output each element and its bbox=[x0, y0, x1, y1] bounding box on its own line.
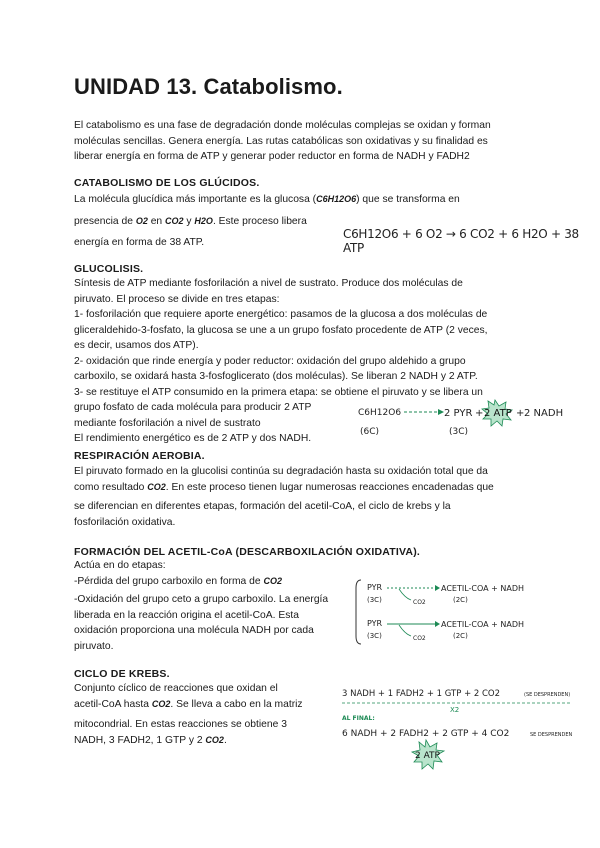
glucolisis-line: gliceraldehido-3-fosfato, la glucosa se une a un grupo fosfato procedente de ATP (2 veces, bbox=[74, 324, 488, 336]
co2-label: CO2 bbox=[413, 635, 426, 642]
glucolisis-line: 1- fosforilación que requiere aporte energético: pasamos de la glucosa a dos moléculas de bbox=[74, 309, 488, 320]
acetil-product-carbons: (2C) bbox=[453, 596, 468, 604]
intro-line: El catabolismo es una fase de degradación donde moléculas complejas se oxidan y forman bbox=[74, 120, 491, 131]
h2o-formula: H2O bbox=[194, 215, 213, 226]
krebs-equation-1: 3 NADH + 1 FADH2 + 1 GTP + 2 CO2 bbox=[342, 689, 501, 699]
page-title: UNIDAD 13. Catabolismo. bbox=[74, 74, 343, 99]
acetil-line: piruvato. bbox=[74, 640, 114, 652]
glucolisis-line: carboxilo, se oxidará hasta 3-fosfoglicerato (dos moléculas). Se liberan 2 NADH y 2 ATP. bbox=[74, 371, 478, 382]
acetil-product: ACETIL-COA + NADH bbox=[441, 620, 525, 629]
acetil-product: ACETIL-COA + NADH bbox=[441, 584, 525, 593]
glucolisis-substrate-carbons: (6C) bbox=[360, 427, 380, 437]
text-span: . bbox=[223, 734, 227, 746]
krebs-equation-1-note: (SE DESPRENDEN) bbox=[524, 692, 571, 698]
text-span: . Este proceso libera bbox=[212, 215, 307, 227]
glucolisis-product-carbons: (3C) bbox=[449, 427, 469, 437]
glucolisis-line: piruvato. El proceso se divide en tres etapas: bbox=[74, 293, 280, 305]
glucose-equation: C6H12O6 + 6 O2 → 6 CO2 + 6 H2O + 38 ATP bbox=[343, 227, 579, 255]
co2-formula: CO2 bbox=[263, 575, 282, 586]
krebs-line-1: Conjunto cíclico de reacciones que oxidan el bbox=[74, 683, 278, 694]
aerobia-line-2 bbox=[74, 480, 494, 496]
pyr-label: PYR bbox=[367, 583, 383, 592]
glucolisis-line: 2- oxidación que rinde energía y poder reductor: oxidación del grupo aldehido a grupo bbox=[74, 355, 466, 367]
acetil-paragraph bbox=[74, 558, 354, 654]
section-heading-glucidos: CATABOLISMO DE LOS GLÚCIDOS. bbox=[74, 177, 260, 189]
krebs-equation-2-note: SE DESPRENDEN bbox=[530, 732, 573, 738]
krebs-line-2 bbox=[74, 697, 344, 713]
pyr-carbons: (3C) bbox=[367, 632, 382, 640]
co2-branch-arrow bbox=[399, 625, 411, 636]
krebs-atp: 2 ATP bbox=[415, 751, 440, 761]
bracket-icon bbox=[356, 580, 361, 644]
acetil-product-carbons: (2C) bbox=[453, 632, 468, 640]
plus-sign: + bbox=[516, 408, 525, 419]
glucidos-line-3: energía en forma de 38 ATP. bbox=[74, 237, 205, 248]
co2-branch-arrow bbox=[399, 589, 411, 600]
text-span: en bbox=[147, 215, 166, 227]
section-heading-glucolisis: GLUCOLISIS. bbox=[74, 263, 144, 275]
glucolisis-line: es decir, usamos dos ATP). bbox=[74, 340, 199, 351]
glucolisis-line: El rendimiento energético es de 2 ATP y dos NADH. bbox=[74, 433, 312, 444]
o2-formula: O2 bbox=[135, 215, 148, 226]
intro-line: moléculas sencillas. Genera energía. Las rutas catabólicas son oxidativas y su finalidad es bbox=[74, 135, 488, 147]
co2-formula: CO2 bbox=[147, 481, 166, 492]
plus-sign: + bbox=[475, 408, 484, 419]
glucose-formula: C6H12O6 bbox=[316, 194, 357, 204]
krebs-line-3: mitocondrial. En estas reacciones se obtiene 3 bbox=[74, 719, 287, 730]
glucolisis-line: grupo fosfato de cada molécula para producir 2 ATP bbox=[74, 402, 312, 413]
acetil-diagram bbox=[355, 578, 545, 646]
pyr-label: PYR bbox=[367, 619, 383, 628]
section-heading-acetil: FORMACIÓN DEL ACETIL-CoA (DESCARBOXILACIÓN OXIDATIVA). bbox=[74, 546, 421, 558]
krebs-equation-2: 6 NADH + 2 FADH2 + 2 GTP + 4 CO2 bbox=[342, 729, 510, 739]
co2-label: CO2 bbox=[413, 599, 426, 606]
text-span: . Se lleva a cabo en la matriz bbox=[170, 698, 303, 710]
section-heading-krebs: CICLO DE KREBS. bbox=[74, 668, 170, 680]
aerobia-line-1: El piruvato formado en la glucolisi continúa su degradación hasta su oxidación total que da bbox=[74, 466, 488, 477]
glucidos-line-1 bbox=[74, 192, 544, 208]
intro-paragraph bbox=[74, 118, 491, 165]
text-span: como resultado bbox=[74, 481, 148, 493]
acetil-line-2 bbox=[74, 574, 354, 590]
acetil-line: -Oxidación del grupo ceto a grupo carboxilo. La energía bbox=[74, 594, 329, 605]
co2-formula: CO2 bbox=[165, 215, 184, 226]
glucolisis-substrate: C6H12O6 bbox=[358, 408, 402, 418]
arrow-head-icon bbox=[435, 621, 440, 627]
text-span: NADH, 3 FADH2, 1 GTP y 2 bbox=[74, 734, 206, 746]
pyr-carbons: (3C) bbox=[367, 596, 382, 604]
acetil-line: oxidación proporciona una molécula NADH por cada bbox=[74, 625, 314, 636]
aerobia-line-4: fosforilación oxidativa. bbox=[74, 516, 176, 528]
co2-formula: CO2 bbox=[151, 698, 171, 709]
glucolisis-line: Síntesis de ATP mediante fosforilación a nivel de sustrato. Produce dos moléculas de bbox=[74, 278, 463, 289]
aerobia-paragraph bbox=[74, 464, 494, 530]
glucolisis-diagram bbox=[352, 398, 564, 440]
section-heading-aerobia: RESPIRACIÓN AEROBIA. bbox=[74, 450, 205, 462]
text-span: . En este proceso tienen lugar numerosas reacciones encadenadas que bbox=[165, 481, 494, 493]
glucolisis-product: 2 PYR bbox=[444, 408, 473, 419]
al-final-label: AL FINAL: bbox=[342, 715, 375, 722]
krebs-diagram bbox=[338, 684, 590, 772]
glucolisis-line: 3- se restituye el ATP consumido en la primera etapa: se obtiene el piruvato y se libera un bbox=[74, 386, 483, 398]
acetil-line-1: Actúa en do etapas: bbox=[74, 560, 166, 571]
krebs-paragraph bbox=[74, 681, 344, 748]
aerobia-line-3: se diferencian en diferentes etapas, formación del acetil-CoA, el ciclo de krebs y la bbox=[74, 501, 451, 512]
glucolisis-atp: 2 ATP bbox=[484, 408, 512, 419]
intro-line: liberar energía en forma de ATP y generar poder reductor en forma de NADH y FADH2 bbox=[74, 151, 470, 162]
text-span: presencia de bbox=[74, 215, 136, 227]
text-span: -Pérdida del grupo carboxilo en forma de bbox=[74, 575, 264, 587]
acetil-line: liberada en la reacción origina el acetil-CoA. Esta bbox=[74, 609, 299, 621]
glucolisis-nadh: 2 NADH bbox=[524, 408, 564, 419]
co2-formula: CO2 bbox=[205, 734, 224, 745]
glucolisis-line: mediante fosforilación a nivel de sustrato bbox=[74, 417, 261, 429]
text-span: acetil-CoA hasta bbox=[74, 698, 152, 710]
text-span: ) que se transforma en bbox=[356, 194, 460, 205]
arrow-head-icon bbox=[435, 585, 440, 591]
text-span: La molécula glucídica más importante es la glucosa ( bbox=[74, 194, 317, 205]
krebs-line-4 bbox=[74, 733, 344, 749]
x2-label: X2 bbox=[450, 706, 460, 714]
text-span: y bbox=[183, 215, 195, 227]
